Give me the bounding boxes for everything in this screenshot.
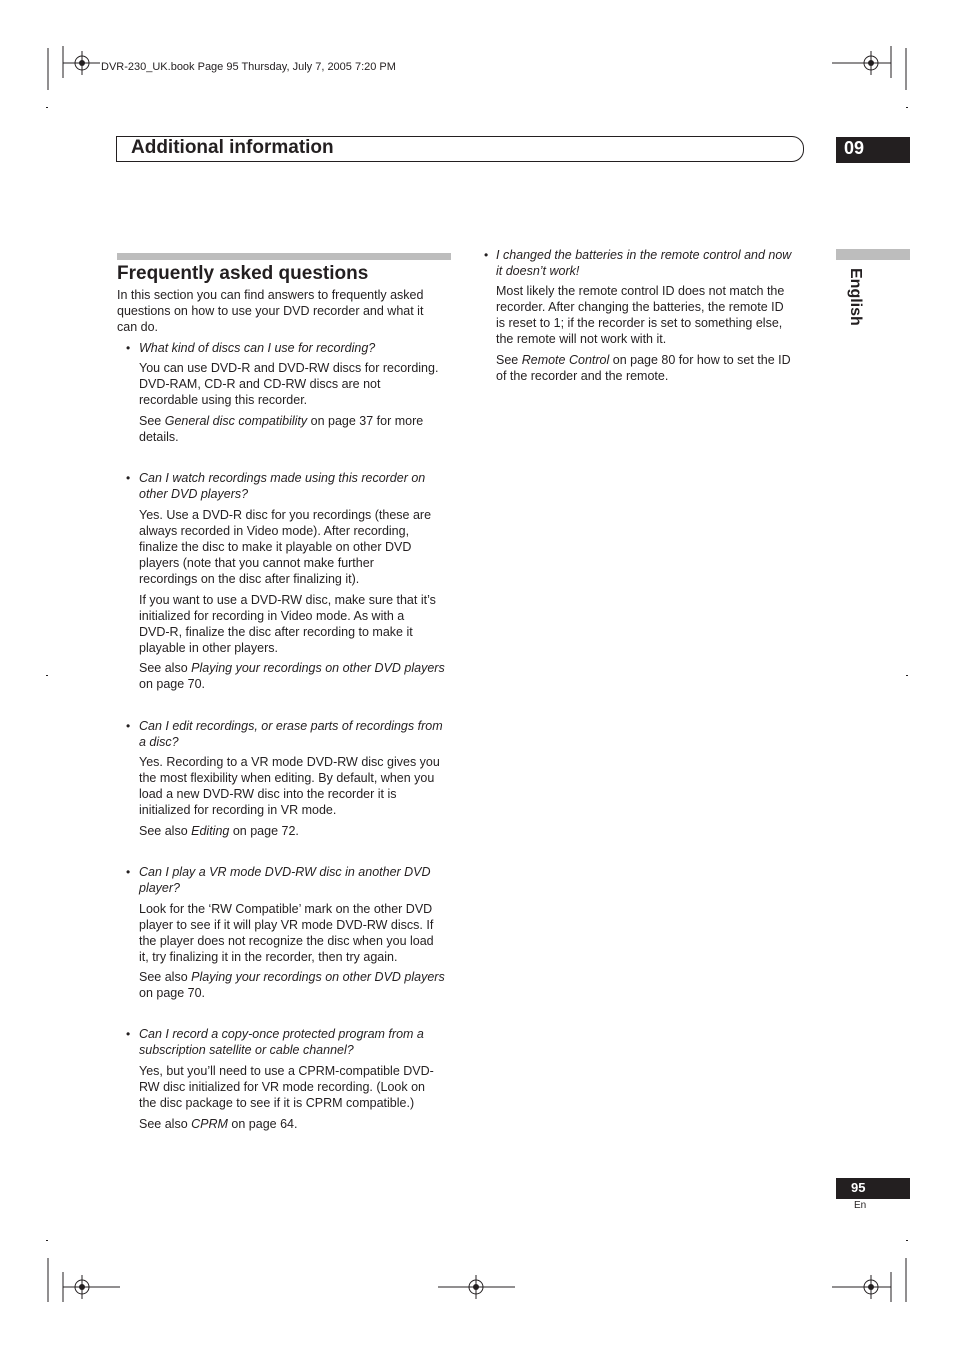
faq-answer: Most likely the remote control ID does not match the recorder. After changing the batteries, the remote ID is reset to 1; if the recorder is set to something else, the remote will not work with it.	[496, 284, 785, 346]
faq-question: I changed the batteries in the remote control and now it doesn’t work!	[496, 248, 792, 278]
faq-question: Can I record a copy-once protected program from a subscription satellite or cable channel?	[139, 1027, 424, 1057]
faq-answer: Yes, but you’ll need to use a CPRM-compatible DVD- RW disc initialized for VR mode recording. (Look on the disc package to see if it is CPRM compatible.)	[139, 1064, 434, 1110]
faq-see: See General disc compatibility on page 37 for more details.	[139, 414, 424, 444]
bullet: •	[126, 1027, 131, 1041]
page-number: 95	[851, 1180, 866, 1195]
bullet: •	[126, 865, 131, 879]
faq-see: See also Playing your recordings on other DVD players on page 70.	[139, 661, 445, 691]
faq-question: Can I play a VR mode DVD-RW disc in another DVD player?	[139, 865, 431, 895]
book-info: DVR-230_UK.book Page 95 Thursday, July 7, 2005 7:20 PM	[101, 61, 396, 73]
intro-text: In this section you can find answers to frequently asked questions on how to use your DVD recorder and what it can do.	[117, 288, 424, 334]
bullet: •	[126, 341, 131, 355]
page-title: Additional information	[131, 137, 334, 158]
faq-answer: Yes. Recording to a VR mode DVD-RW disc gives you the most flexibility when editing. By default, when you load a new DVD-RW disc into the recorder it is initialized for recording in VR mode.	[139, 755, 440, 817]
page-language: En	[854, 1200, 867, 1211]
faq-answer: Yes. Use a DVD-R disc for you recordings (these are always recorded in Video mode). After recording, finalize the disc to make it playable on other DVD players (note that you cannot make further recordings on the disc after finalizing it).	[139, 508, 432, 586]
bullet: •	[126, 471, 131, 485]
faq-see: See also Playing your recordings on other DVD players on page 70.	[139, 970, 445, 1000]
faq-see: See also CPRM on page 64.	[139, 1117, 298, 1131]
faq-see: See also Editing on page 72.	[139, 824, 299, 838]
faq-question: Can I edit recordings, or erase parts of recordings from a disc?	[139, 719, 443, 749]
faq-question: What kind of discs can I use for recording?	[139, 341, 376, 355]
faq-question: Can I watch recordings made using this recorder on other DVD players?	[139, 471, 426, 501]
faq-answer: Look for the ‘RW Compatible’ mark on the other DVD player to see if it will play VR mode DVD-RW discs. If the player does not recognize the disc when you load it, try finalizing it in the recorder, then try again.	[139, 902, 434, 964]
language-label: English	[847, 268, 864, 326]
section-bar	[117, 253, 451, 260]
bullet: •	[126, 719, 131, 733]
faq-answer: If you want to use a DVD-RW disc, make sure that it’s initialized for recording in Video mode. As with a DVD-R, finalize the disc after recording to make it playable in other players.	[139, 593, 436, 655]
faq-answer: You can use DVD-R and DVD-RW discs for recording. DVD-RAM, CD-R and CD-RW discs are not recordable using this recorder.	[139, 361, 439, 407]
faq-see: See Remote Control on page 80 for how to set the ID of the recorder and the remote.	[496, 353, 791, 383]
section-title: Frequently asked questions	[117, 263, 369, 284]
chapter-number: 09	[844, 138, 865, 158]
language-tab	[836, 249, 910, 260]
page-number-tab	[836, 1178, 910, 1199]
bullet: •	[484, 248, 489, 262]
